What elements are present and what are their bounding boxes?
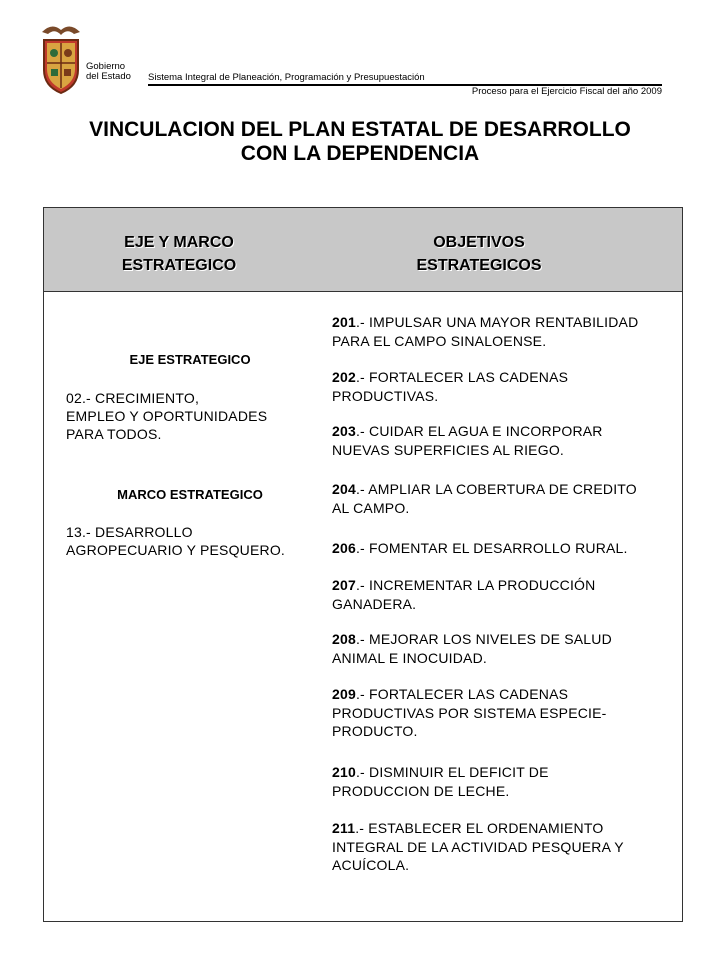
objective-line-2: NUEVAS SUPERFICIES AL RIEGO. <box>332 441 564 458</box>
objective-code: 201 <box>332 314 356 330</box>
title-line-2: CON LA DEPENDENCIA <box>240 142 480 165</box>
system-name: Sistema Integral de Planeación, Programación y Presupuestación <box>148 72 425 83</box>
objective-line-1: .- ESTABLECER EL ORDENAMIENTO <box>355 820 604 836</box>
header-objetivos <box>374 231 584 277</box>
header-eje-line-2: ESTRATEGICO <box>121 257 237 274</box>
objective-code: 202 <box>332 369 356 385</box>
objective-line-1: .- AMPLIAR LA COBERTURA DE CREDITO <box>355 481 637 497</box>
objective-code: 209 <box>332 686 356 702</box>
objective-code: 211 <box>332 820 356 836</box>
state-seal-icon <box>38 18 84 96</box>
objective-item <box>332 539 677 558</box>
objective-line-2: PRODUCTIVAS POR SISTEMA ESPECIE- <box>332 704 607 721</box>
objective-line-1: .- IMPULSAR UNA MAYOR RENTABILIDAD <box>355 314 639 330</box>
objective-item <box>332 576 677 613</box>
title-line-1: VINCULACION DEL PLAN ESTATAL DE DESARROLLO <box>89 118 631 141</box>
objective-line-3: PRODUCTO. <box>332 723 418 739</box>
objective-item <box>332 313 677 350</box>
eje-estrategico-text <box>66 389 326 443</box>
header-eje-marco <box>74 231 284 277</box>
eje-line-3: PARA TODOS. <box>66 426 162 442</box>
gov-line-2: del Estado <box>86 71 131 82</box>
eje-line-2: EMPLEO Y OPORTUNIDADES <box>66 408 268 424</box>
header-obj-line-2: ESTRATEGICOS <box>416 257 542 274</box>
objective-code: 203 <box>332 423 356 439</box>
eje-estrategico-label: EJE ESTRATEGICO <box>129 352 251 367</box>
objective-code: 204 <box>332 481 356 497</box>
objective-line-2: PARA EL CAMPO SINALOENSE. <box>332 332 547 349</box>
marco-line-2: AGROPECUARIO Y PESQUERO. <box>66 542 286 558</box>
objective-line-2: ANIMAL E INOCUIDAD. <box>332 649 487 666</box>
gov-line-1: Gobierno <box>86 61 126 72</box>
header-obj-line-1: OBJETIVOS <box>433 234 525 251</box>
fiscal-process: Proceso para el Ejercicio Fiscal del año 2009 <box>471 86 662 97</box>
objective-line-2: AL CAMPO. <box>332 499 410 516</box>
objective-item <box>332 685 677 741</box>
objective-item <box>332 763 677 800</box>
objective-line-2: PRODUCTIVAS. <box>332 387 439 404</box>
objective-line-1: .- CUIDAR EL AGUA E INCORPORAR <box>355 423 603 439</box>
page-title <box>0 118 720 166</box>
objective-line-1: .- INCREMENTAR LA PRODUCCIÓN <box>355 577 596 593</box>
objective-line-3: ACUÍCOLA. <box>332 857 410 873</box>
objective-item <box>332 368 677 405</box>
objective-line-1: .- DISMINUIR EL DEFICIT DE <box>355 764 549 780</box>
objective-line-1: .- MEJORAR LOS NIVELES DE SALUD <box>355 631 612 647</box>
table-header <box>44 208 682 292</box>
marco-estrategico-label: MARCO ESTRATEGICO <box>117 487 263 502</box>
header-eje-line-1: EJE Y MARCO <box>124 234 234 251</box>
objective-code: 207 <box>332 577 356 593</box>
eje-line-1: 02.- CRECIMIENTO, <box>66 390 200 406</box>
objective-line-2: INTEGRAL DE LA ACTIVIDAD PESQUERA Y <box>332 838 624 855</box>
objective-item <box>332 422 677 459</box>
objective-line-2: GANADERA. <box>332 595 417 612</box>
objective-line-1: .- FOMENTAR EL DESARROLLO RURAL. <box>355 540 628 556</box>
objective-item <box>332 480 677 517</box>
objective-code: 206 <box>332 540 356 556</box>
objective-line-2: PRODUCCION DE LECHE. <box>332 782 510 799</box>
objective-code: 208 <box>332 631 356 647</box>
objective-code: 210 <box>332 764 356 780</box>
objective-item <box>332 630 677 667</box>
objective-line-1: .- FORTALECER LAS CADENAS <box>355 686 569 702</box>
marco-estrategico-text <box>66 523 326 559</box>
vinculation-table <box>43 207 683 922</box>
objective-item <box>332 819 677 875</box>
government-label <box>86 62 131 82</box>
marco-line-1: 13.- DESARROLLO <box>66 524 193 540</box>
objective-line-1: .- FORTALECER LAS CADENAS <box>355 369 569 385</box>
